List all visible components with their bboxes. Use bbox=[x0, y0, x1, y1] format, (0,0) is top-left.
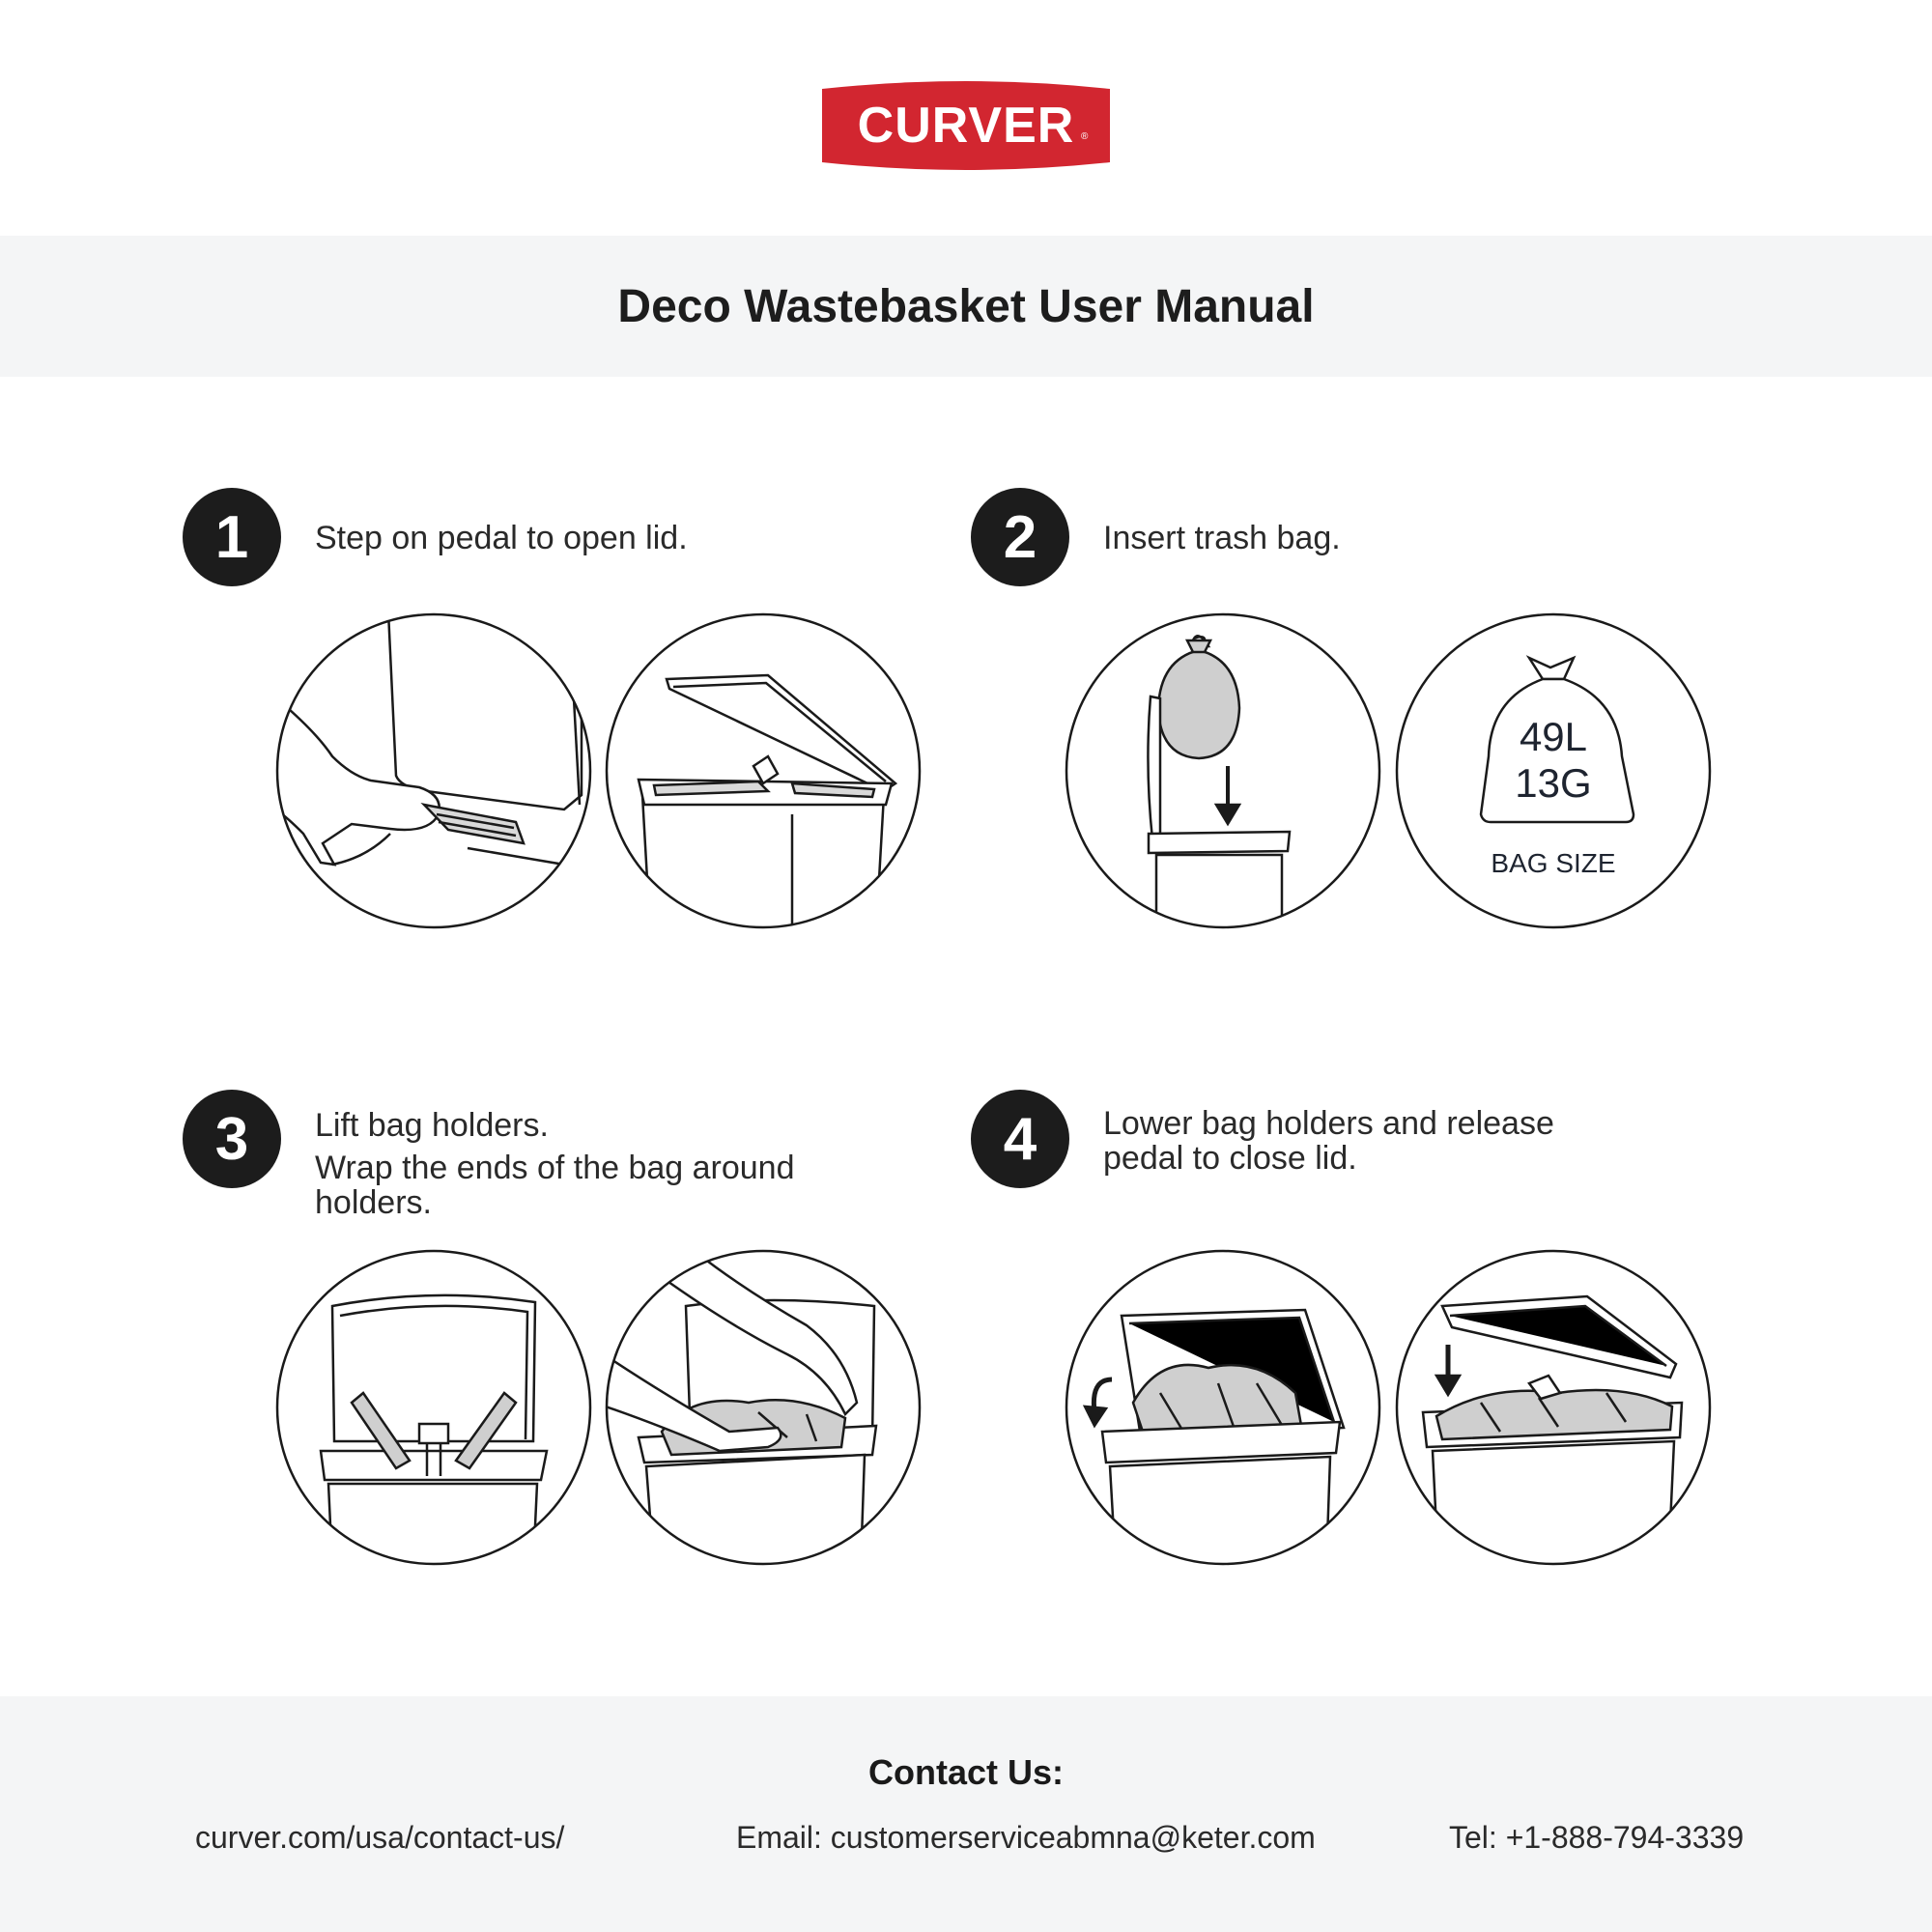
step-2-text: Insert trash bag. bbox=[1103, 520, 1341, 556]
foot-pedal-illustration bbox=[274, 611, 593, 930]
step-4-line-1: Lower bag holders and release bbox=[1103, 1105, 1554, 1142]
step-3-line-2: Wrap the ends of the bag around bbox=[315, 1150, 795, 1186]
step-3-line-1: Lift bag holders. bbox=[315, 1107, 549, 1144]
bag-gallons: 13G bbox=[1515, 760, 1592, 806]
wrap-bag-illustration bbox=[604, 1248, 923, 1567]
bag-size-label: BAG SIZE bbox=[1491, 848, 1616, 878]
step-4-badge: 4 bbox=[971, 1090, 1069, 1188]
contact-phone[interactable]: Tel: +1-888-794-3339 bbox=[1449, 1820, 1745, 1855]
step-3-badge: 3 bbox=[183, 1090, 281, 1188]
registered-mark: ® bbox=[1081, 131, 1089, 142]
step-2-badge: 2 bbox=[971, 488, 1069, 586]
step-3-line-3: holders. bbox=[315, 1184, 432, 1221]
logo-text: CURVER bbox=[857, 98, 1075, 154]
contact-title: Contact Us: bbox=[867, 1752, 1064, 1792]
bag-liters: 49L bbox=[1519, 714, 1588, 759]
open-lid-illustration bbox=[604, 611, 923, 930]
step-1-badge: 1 bbox=[183, 488, 281, 586]
curver-logo bbox=[816, 79, 1116, 172]
bag-holders-illustration bbox=[274, 1248, 593, 1567]
contact-email-link[interactable]: Email: customerserviceabmna@keter.com bbox=[736, 1820, 1316, 1855]
step-4-line-2: pedal to close lid. bbox=[1103, 1140, 1357, 1177]
contact-footer bbox=[0, 1696, 1932, 1932]
contact-website-link[interactable]: curver.com/usa/contact-us/ bbox=[195, 1820, 565, 1855]
page-title: Deco Wastebasket User Manual bbox=[617, 281, 1315, 332]
closed-lid-illustration bbox=[1394, 1248, 1713, 1567]
lower-holders-illustration bbox=[1064, 1248, 1382, 1567]
step-1-text: Step on pedal to open lid. bbox=[315, 520, 688, 556]
bag-drop-illustration bbox=[1064, 611, 1382, 930]
